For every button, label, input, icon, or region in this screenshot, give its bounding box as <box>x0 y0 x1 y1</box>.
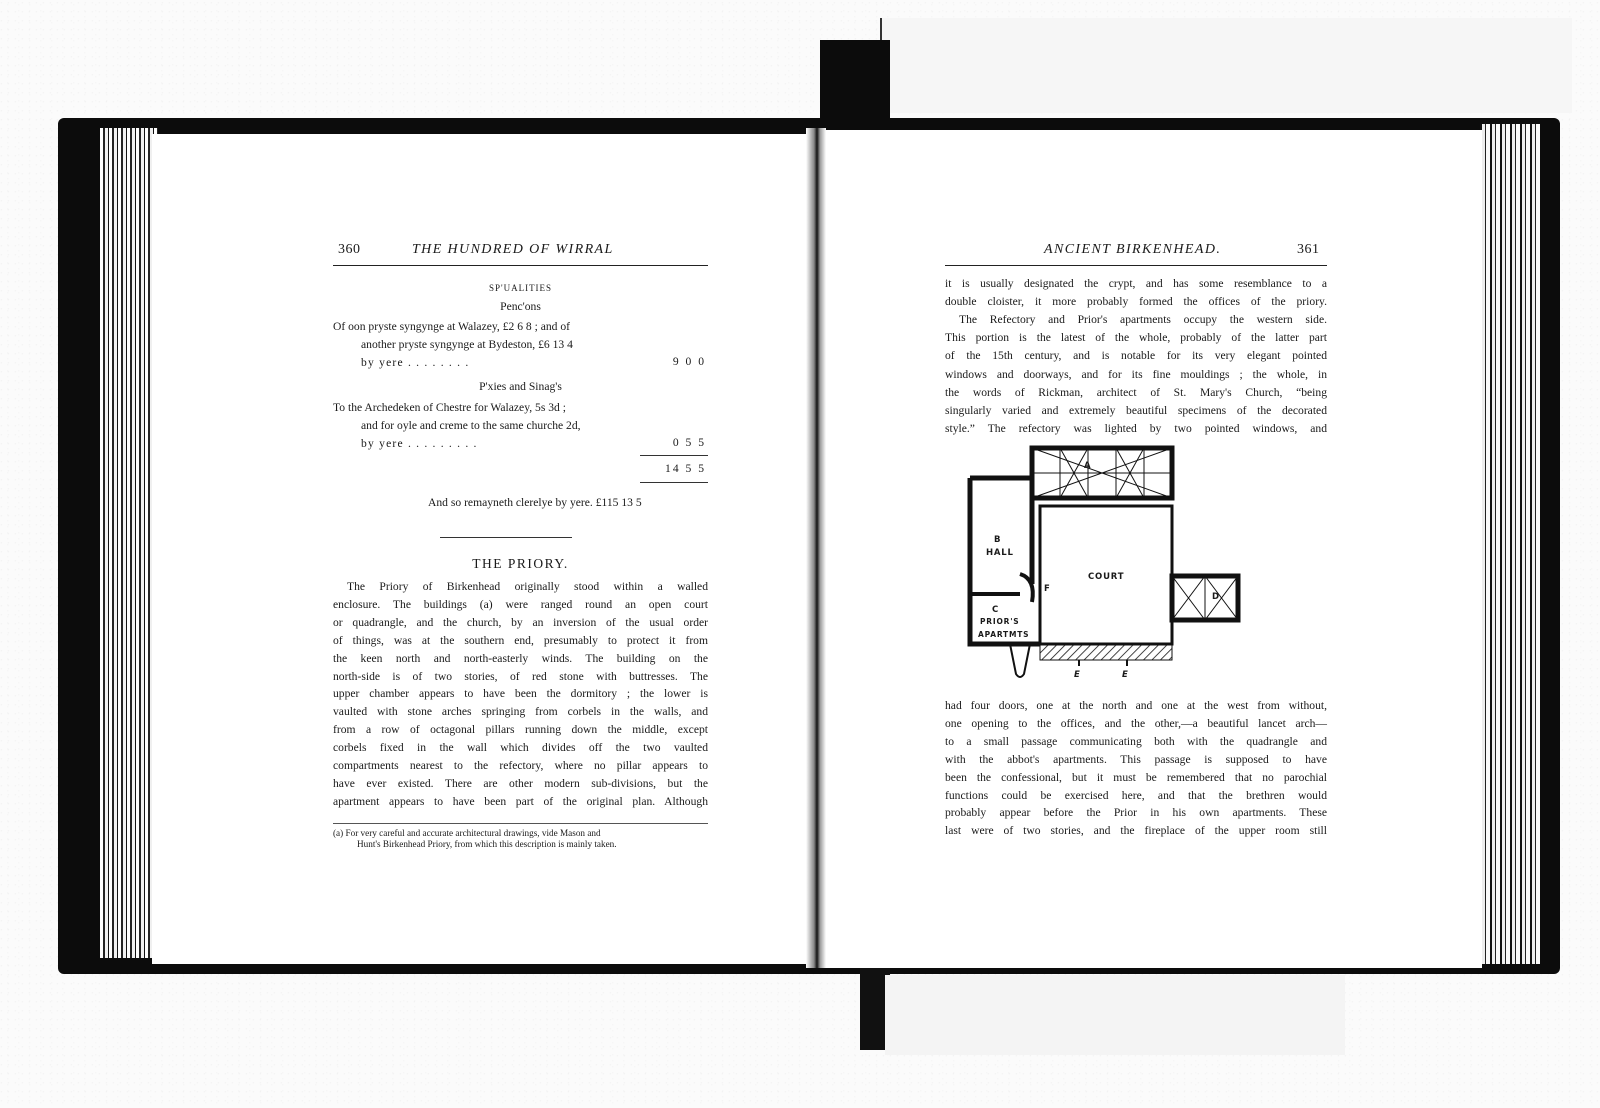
priory-text-line: corbels fixed in the wall which divides off the two vaulted <box>333 741 708 755</box>
footnote-line-2: Hunt's Birkenhead Priory, from which this description is mainly taken. <box>357 839 617 849</box>
passage-text-line: probably appear before the Prior in his own apartments. These <box>945 806 1327 820</box>
ground-plan-drawing <box>960 444 1280 689</box>
passage-text-line: last were of two stories, and the fireplace of the upper room still <box>945 824 1327 838</box>
plan-label-priors: PRIOR'S <box>980 617 1020 626</box>
book-gutter <box>806 128 826 968</box>
priory-text-line: apartment appears to have been part of the original plan. Although <box>333 794 708 808</box>
remaineth-line: And so remayneth clerelye by yere. £115 13 5 <box>428 496 642 509</box>
left-header-rule <box>333 265 708 266</box>
spiritualities-heading: SP'UALITIES <box>488 283 553 293</box>
proxy-line-2: and for oyle and creme to the same churche 2d, <box>361 419 581 432</box>
right-header-rule <box>945 265 1327 266</box>
sum-rule-top <box>640 455 708 456</box>
refectory-text-line: double cloister, it more probably formed the offices of the priory. <box>945 295 1327 309</box>
refectory-text-line: The Refectory and Prior's apartments occupy the western side. <box>959 313 1327 327</box>
refectory-text-line: of the 15th century, and is notable for its very elegant pointed <box>945 349 1327 363</box>
priory-text-line: have ever existed. There are other modern sub-divisions, but the <box>333 776 708 790</box>
proxy-line-3: by yere . . . . . . . . . <box>361 437 478 450</box>
section-divider <box>440 537 572 538</box>
plan-label-d: D <box>1212 592 1220 602</box>
priory-text-line: of things, was at the southern end, presumably to protect it from <box>333 633 708 647</box>
right-page-number: 361 <box>1297 242 1320 257</box>
priory-text-line: The Priory of Birkenhead originally stood within a walled <box>347 580 708 593</box>
plan-label-apartments: APARTMTS <box>978 630 1030 639</box>
priory-text-line: north-side is of two stories, of red stone with buttresses. The <box>333 669 708 683</box>
left-page-number: 360 <box>338 242 361 257</box>
proxy-line-1: To the Archedeken of Chestre for Walazey, 5s 3d ; <box>333 401 566 414</box>
priory-text-line: enclosure. The buildings (a) were ranged round an open court <box>333 597 708 611</box>
sum-rule-bottom <box>640 482 708 483</box>
proxies-subheading: P'xies and Sinag's <box>479 380 562 393</box>
plan-label-court: COURT <box>1088 572 1125 582</box>
passage-text-line: with the abbot's apartments. This passage is supposed to have <box>945 752 1327 766</box>
page-edges-right <box>1480 124 1540 964</box>
priory-section-title: THE PRIORY. <box>472 556 569 571</box>
passage-text-line: functions could be exercised here, and that the brethren would <box>945 788 1327 802</box>
plan-label-hall: HALL <box>986 548 1014 558</box>
refectory-text-line: the words of Rickman, architect of St. Mary's Church, “being <box>945 385 1327 399</box>
passage-text-line: one opening to the offices, and the other,—a beautiful lancet arch— <box>945 716 1327 730</box>
pension-amount: 9 0 0 <box>672 355 706 368</box>
priory-text-line: the keen north and north-easterly winds. The building on the <box>333 651 708 665</box>
proxy-amount: 0 5 5 <box>672 436 706 449</box>
pension-line-2: another pryste syngynge at Bydeston, £6 13 4 <box>361 338 573 351</box>
plan-label-a: A <box>1084 461 1092 471</box>
refectory-text-line: singularly varied and extremely beautiful specimens of the decorated <box>945 403 1327 417</box>
refectory-text-line: windows and doorways, and for its fine mouldings ; the whole, in <box>945 367 1327 381</box>
footnote-line-1: (a) For very careful and accurate architectural drawings, vide Mason and <box>333 828 601 838</box>
right-running-head: ANCIENT BIRKENHEAD. <box>1044 242 1222 257</box>
pension-line-1: Of oon pryste syngynge at Walazey, £2 6 8 ; and of <box>333 320 571 333</box>
priory-text-line: upper chamber appears to have been the dormitory ; the lower is <box>333 687 708 701</box>
footnote-rule <box>333 823 708 824</box>
left-running-head: THE HUNDRED OF WIRRAL <box>412 242 614 257</box>
pensions-subheading: Penc'ons <box>500 300 541 313</box>
loose-paper-top <box>880 18 1572 113</box>
plan-label-b: B <box>994 535 1002 545</box>
priory-text-line: or quadrangle, and the church, by an inversion of the usual order <box>333 615 708 629</box>
priory-text-line: compartments nearest to the refectory, where no pillar appears to <box>333 759 708 772</box>
loose-paper-bottom <box>885 975 1345 1055</box>
refectory-text-line: it is usually designated the crypt, and has some resemblance to a <box>945 277 1327 290</box>
plan-label-e-second: E <box>1122 670 1129 680</box>
total-amount: 14 5 5 <box>665 462 706 475</box>
plan-label-e-first: E <box>1074 670 1081 680</box>
passage-text-line: had four doors, one at the north and one at the west from without, <box>945 699 1327 712</box>
page-edges-left <box>100 128 158 958</box>
priory-text-line: vaulted with stone arches springing from corbels in the walls, and <box>333 705 708 719</box>
passage-text-line: to a small passage communicating both with the quadrangle and <box>945 734 1327 748</box>
priory-ground-plan <box>960 444 1280 689</box>
refectory-text-line: This portion is the latest of the whole, probably of the latter part <box>945 331 1327 345</box>
plan-label-c: C <box>992 605 1000 615</box>
plan-label-f: F <box>1044 584 1051 594</box>
pension-line-3: by yere . . . . . . . . <box>361 356 470 369</box>
refectory-text-line: style.” The refectory was lighted by two pointed windows, and <box>945 421 1327 435</box>
priory-text-line: from a row of octagonal pillars running down the middle, except <box>333 723 708 737</box>
passage-text-line: been the confessional, but it must be remembered that no parochial <box>945 770 1327 784</box>
